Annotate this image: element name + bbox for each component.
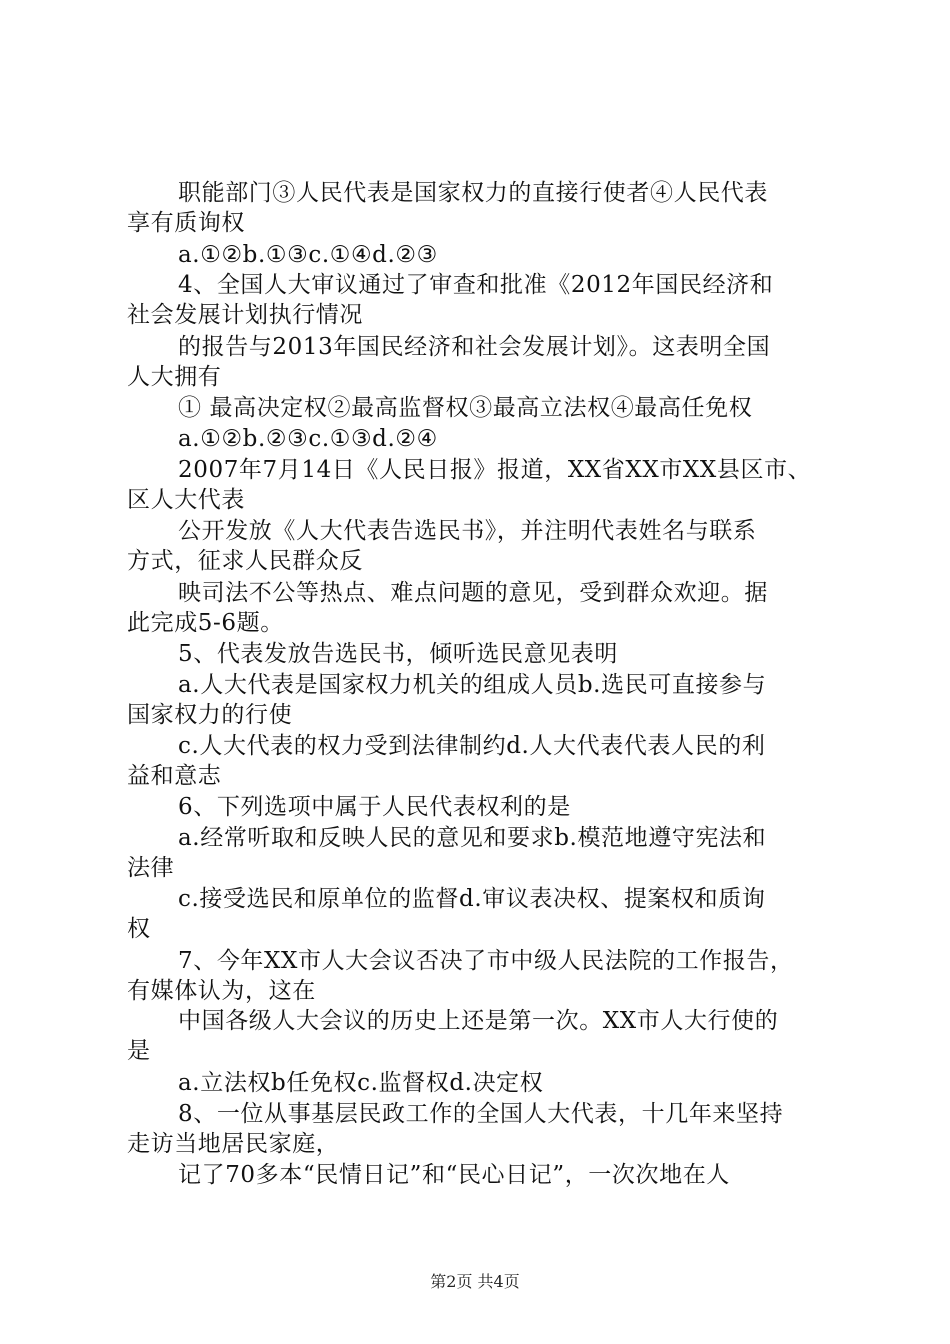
- text-line: 走访当地居民家庭，: [127, 1131, 340, 1157]
- text-line: 职能部门③人民代表是国家权力的直接行使者④人民代表: [178, 180, 768, 206]
- text-line: 益和意志: [127, 763, 222, 789]
- text-line: 法律: [127, 855, 175, 881]
- text-line: 7、今年XX市人大会议否决了市中级人民法院的工作报告，: [178, 948, 794, 974]
- text-line: 享有质询权: [127, 210, 245, 236]
- text-line: 中国各级人大会议的历史上还是第一次。XX市人大行使的: [178, 1008, 779, 1034]
- text-line: c.接受选民和原单位的监督d.审议表决权、提案权和质询: [178, 886, 766, 912]
- text-line: 公开发放《人大代表告选民书》，并注明代表姓名与联系: [178, 518, 757, 544]
- text-line: a.经常听取和反映人民的意见和要求b.模范地遵守宪法和: [178, 825, 767, 851]
- text-line: 6、下列选项中属于人民代表权利的是: [178, 794, 571, 820]
- text-line: 方式，征求人民群众反: [127, 548, 363, 574]
- text-line: 区人大代表: [127, 487, 245, 513]
- text-line: 2007年7月14日《人民日报》报道，XX省XX市XX县区市、: [178, 457, 812, 483]
- text-line: 的报告与2013年国民经济和社会发展计划》。这表明全国: [178, 334, 771, 360]
- text-line: 映司法不公等热点、难点问题的意见，受到群众欢迎。据: [178, 580, 768, 606]
- text-line: 8、一位从事基层民政工作的全国人大代表，十几年来坚持: [178, 1101, 784, 1127]
- text-line: 权: [127, 916, 151, 942]
- text-line: ① 最高决定权②最高监督权③最高立法权④最高任免权: [178, 395, 753, 421]
- page-footer: 第2页 共4页: [430, 1272, 520, 1291]
- text-line: 是: [127, 1038, 151, 1064]
- text-line: a.①②b.①③c.①④d.②③: [178, 242, 438, 268]
- text-line: 国家权力的行使: [127, 702, 293, 728]
- text-line: 有媒体认为，这在: [127, 978, 316, 1004]
- text-line: c.人大代表的权力受到法律制约d.人大代表代表人民的利: [178, 733, 766, 759]
- text-line: 4、全国人大审议通过了审查和批准《2012年国民经济和: [178, 272, 774, 298]
- text-line: 社会发展计划执行情况: [127, 302, 363, 328]
- text-line: 人大拥有: [127, 364, 222, 390]
- text-line: 此完成5-6题。: [127, 610, 284, 636]
- text-line: a.人大代表是国家权力机关的组成人员b.选民可直接参与: [178, 672, 767, 698]
- text-line: a.①②b.②③c.①③d.②④: [178, 426, 438, 452]
- text-line: a.立法权b任免权c.监督权d.决定权: [178, 1070, 544, 1096]
- text-line: 记了70多本“民情日记”和“民心日记”，一次次地在人: [178, 1162, 730, 1188]
- text-line: 5、代表发放告选民书，倾听选民意见表明: [178, 641, 619, 667]
